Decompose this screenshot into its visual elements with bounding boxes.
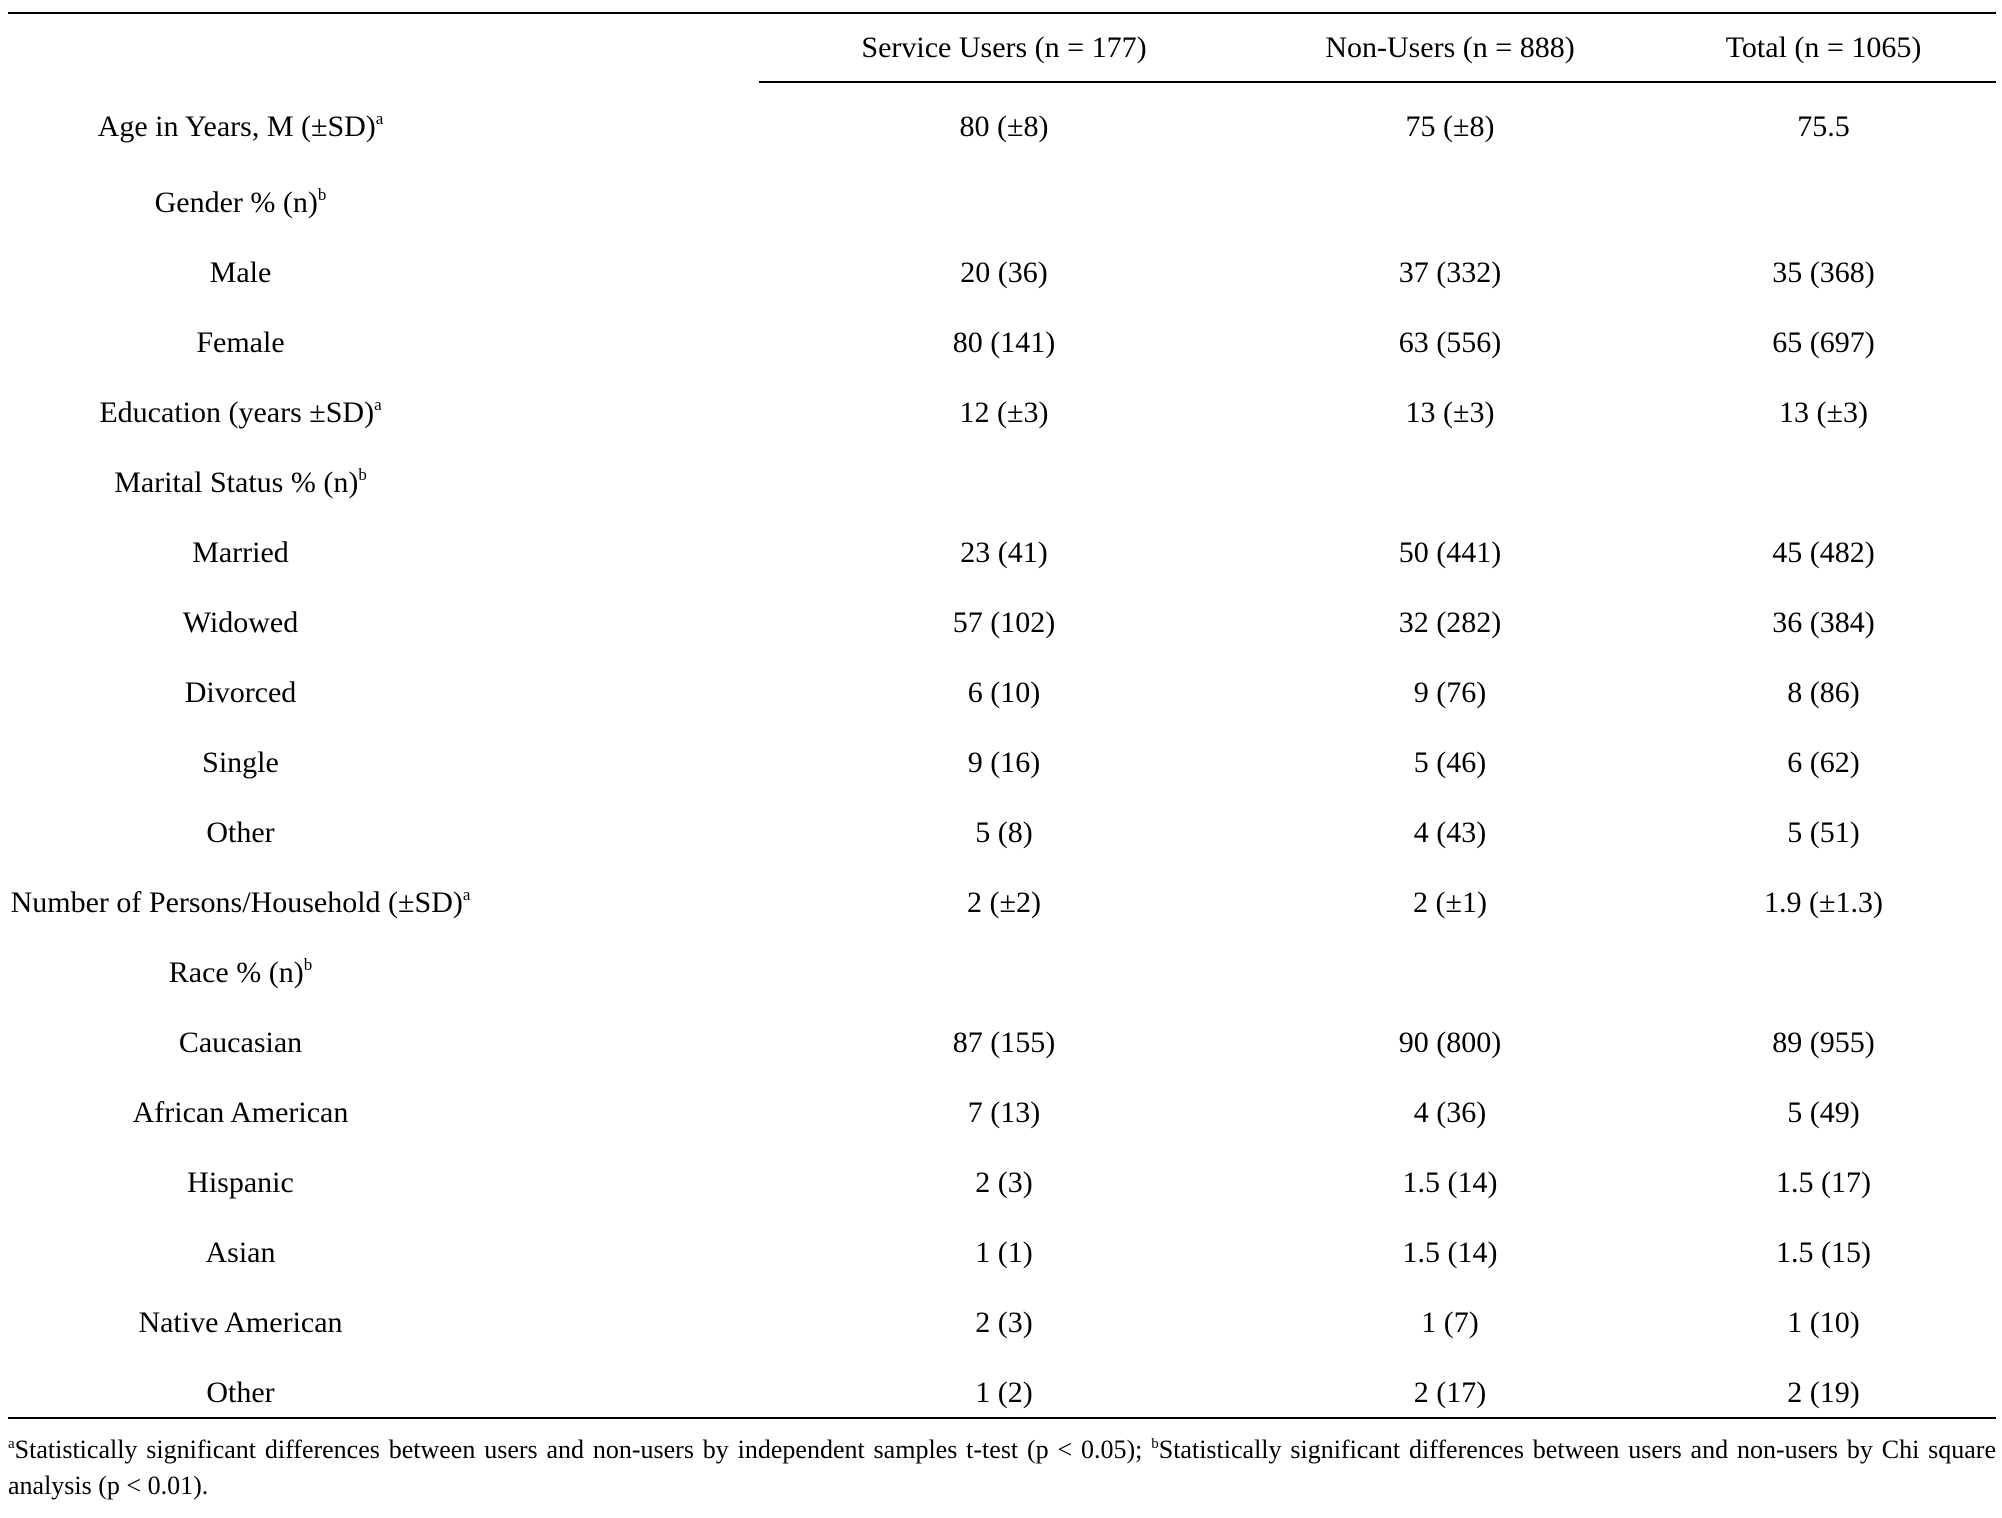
row-label-wrap — [0, 955, 616, 989]
row-label: Divorced — [184, 676, 297, 709]
cell-non-users: 1.5 (14) — [1402, 1236, 1498, 1269]
cell-non-users: 37 (332) — [1398, 256, 1502, 289]
row-label-wrap — [0, 1308, 616, 1338]
cell-non-users: 90 (800) — [1398, 1026, 1502, 1059]
table-row — [8, 81, 1996, 168]
row-label-wrap — [0, 108, 616, 143]
cell-service-users: 5 (8) — [975, 816, 1033, 849]
header-non-users: Non-Users (n = 888) — [1325, 30, 1575, 64]
cell-service-users: 2 (3) — [975, 1306, 1033, 1339]
table-row — [8, 1218, 1996, 1288]
row-label-cell — [8, 1218, 759, 1288]
header-total: Total (n = 1065) — [1725, 30, 1922, 64]
table-row — [8, 518, 1996, 588]
cell-non-users: 75 (±8) — [1405, 109, 1495, 143]
table-row — [8, 1008, 1996, 1078]
cell-total: 65 (697) — [1772, 326, 1875, 359]
row-label-cell — [8, 868, 759, 938]
header-service-users: Service Users (n = 177) — [861, 30, 1147, 64]
cell-non-users: 2 (±1) — [1413, 886, 1487, 919]
table-row — [8, 1148, 1996, 1218]
cell-total: 5 (49) — [1787, 1096, 1860, 1129]
cell-service-users: 7 (13) — [967, 1096, 1041, 1129]
row-label-cell — [8, 1288, 759, 1358]
cell-non-users: 13 (±3) — [1405, 396, 1495, 429]
cell-service-users: 12 (±3) — [959, 396, 1049, 429]
cell-total: 13 (±3) — [1779, 396, 1868, 429]
row-label: Female — [196, 326, 285, 359]
row-label: Age in Years, M (±SD) — [97, 109, 376, 143]
cell-service-users: 57 (102) — [952, 606, 1056, 639]
cell-service-users: 80 (±8) — [959, 109, 1049, 143]
cell-non-users: 1.5 (14) — [1402, 1166, 1498, 1199]
row-label-cell — [8, 1008, 759, 1078]
cell-service-users: 1 (1) — [975, 1236, 1033, 1269]
footnote-a-mark: a — [8, 1436, 15, 1452]
cell-total: 35 (368) — [1772, 256, 1875, 289]
cell-service-users: 6 (10) — [967, 676, 1041, 709]
cell-service-users — [759, 448, 1249, 518]
row-label: Asian — [205, 1236, 276, 1269]
cell-non-users: 9 (76) — [1413, 676, 1487, 709]
row-label-superscript: b — [358, 465, 367, 484]
row-label-cell — [8, 308, 759, 378]
row-label-wrap — [0, 608, 616, 638]
row-label-cell — [8, 518, 759, 588]
table-row — [8, 938, 1996, 1008]
row-label-cell — [8, 588, 759, 658]
cell-non-users — [1249, 168, 1651, 238]
cell-total: 8 (86) — [1787, 676, 1860, 709]
row-label-cell — [8, 728, 759, 798]
cell-non-users: 1 (7) — [1421, 1306, 1479, 1339]
row-label-superscript: b — [317, 185, 327, 204]
row-label-wrap — [0, 1028, 616, 1058]
row-label-wrap — [0, 1168, 616, 1198]
table-body — [8, 81, 1996, 1428]
cell-service-users: 23 (41) — [960, 536, 1048, 569]
row-label: Other — [206, 816, 275, 849]
cell-total: 1 (10) — [1787, 1306, 1860, 1339]
row-label: Widowed — [182, 606, 299, 639]
row-label-wrap — [0, 885, 616, 919]
cell-total: 1.9 (±1.3) — [1764, 886, 1883, 919]
row-label-wrap — [0, 818, 616, 848]
footnote-a-text: Statistically significant differences between users and non-users by independent samples t-test (p < 0.05); — [14, 1435, 1152, 1464]
cell-total — [1651, 938, 1996, 1008]
row-label-cell — [8, 798, 759, 868]
demographics-table — [8, 14, 1996, 1428]
table-footnote — [8, 1432, 1996, 1504]
row-label: Education (years ±SD) — [99, 396, 375, 429]
cell-total: 75.5 — [1797, 109, 1850, 143]
header-label — [8, 14, 759, 81]
row-label-wrap — [0, 538, 616, 568]
row-label-wrap — [0, 185, 616, 219]
row-label-cell — [8, 448, 759, 518]
row-label: Gender % (n) — [154, 186, 318, 219]
table-row — [8, 1288, 1996, 1358]
row-label: Married — [192, 536, 289, 569]
row-label: African American — [132, 1096, 349, 1129]
row-label-cell — [8, 81, 759, 168]
table-row — [8, 168, 1996, 238]
cell-total: 1.5 (15) — [1776, 1236, 1871, 1269]
cell-service-users: 9 (16) — [967, 746, 1041, 779]
cell-service-users: 1 (2) — [975, 1376, 1033, 1409]
row-label: Marital Status % (n) — [114, 466, 359, 499]
cell-non-users: 32 (282) — [1398, 606, 1502, 639]
cell-service-users: 87 (155) — [952, 1026, 1056, 1059]
row-label: Other — [206, 1376, 275, 1409]
table-row — [8, 378, 1996, 448]
table-header-row — [8, 14, 1996, 81]
row-label-wrap — [0, 748, 616, 778]
cell-service-users: 80 (141) — [952, 326, 1056, 359]
row-label-superscript: a — [462, 885, 471, 904]
row-label-superscript: b — [303, 955, 313, 974]
row-label-wrap — [0, 1098, 616, 1128]
table-row — [8, 238, 1996, 308]
cell-non-users: 5 (46) — [1413, 746, 1487, 779]
cell-total: 6 (62) — [1787, 746, 1860, 779]
cell-service-users: 2 (±2) — [967, 886, 1041, 919]
cell-total: 89 (955) — [1772, 1026, 1875, 1059]
cell-total: 2 (19) — [1787, 1376, 1860, 1409]
cell-service-users — [759, 168, 1249, 238]
cell-service-users — [759, 938, 1249, 1008]
cell-total: 36 (384) — [1772, 606, 1875, 639]
cell-total: 1.5 (17) — [1776, 1166, 1871, 1199]
row-label-wrap — [0, 395, 616, 429]
cell-non-users — [1249, 448, 1651, 518]
row-label-wrap — [0, 258, 616, 288]
row-label-cell — [8, 378, 759, 448]
row-label-cell — [8, 1358, 759, 1428]
row-label-wrap — [0, 328, 616, 358]
row-label-cell — [8, 1148, 759, 1218]
row-label-superscript: a — [374, 395, 382, 414]
cell-total: 45 (482) — [1772, 536, 1875, 569]
row-label: Race % (n) — [168, 956, 304, 989]
cell-non-users: 50 (441) — [1398, 536, 1502, 569]
footnote-b-text: Statistically significant differences between users and non-users by Chi square analysis (p < 0.01). — [8, 1435, 1996, 1500]
cell-total — [1651, 168, 1996, 238]
row-label: Native American — [138, 1306, 343, 1339]
cell-total: 5 (51) — [1787, 816, 1860, 849]
table-row — [8, 1358, 1996, 1428]
cell-non-users — [1249, 938, 1651, 1008]
row-label-cell — [8, 168, 759, 238]
cell-non-users: 2 (17) — [1413, 1376, 1487, 1409]
table-row — [8, 588, 1996, 658]
row-label-cell — [8, 1078, 759, 1148]
footnote-b-mark: b — [1151, 1436, 1159, 1452]
table-row — [8, 1078, 1996, 1148]
row-label: Number of Persons/Household (±SD) — [10, 886, 463, 919]
row-label-cell — [8, 238, 759, 308]
cell-service-users: 2 (3) — [975, 1166, 1033, 1199]
table-row — [8, 448, 1996, 518]
table-row — [8, 868, 1996, 938]
cell-total — [1651, 448, 1996, 518]
cell-non-users: 63 (556) — [1398, 326, 1502, 359]
row-label-wrap — [0, 678, 616, 708]
table-row — [8, 728, 1996, 798]
row-label: Male — [209, 256, 272, 289]
row-label-wrap — [0, 1378, 616, 1408]
row-label: Hispanic — [187, 1166, 294, 1199]
table-row — [8, 308, 1996, 378]
row-label-superscript: a — [375, 108, 384, 128]
cell-service-users: 20 (36) — [960, 256, 1048, 289]
cell-non-users: 4 (36) — [1413, 1096, 1487, 1129]
cell-non-users: 4 (43) — [1413, 816, 1487, 849]
row-label-wrap — [0, 1238, 616, 1268]
row-label-wrap — [0, 465, 616, 499]
table-row — [8, 798, 1996, 868]
row-label-cell — [8, 658, 759, 728]
table-row — [8, 658, 1996, 728]
row-label-cell — [8, 938, 759, 1008]
row-label: Single — [202, 746, 279, 779]
row-label: Caucasian — [178, 1026, 303, 1059]
